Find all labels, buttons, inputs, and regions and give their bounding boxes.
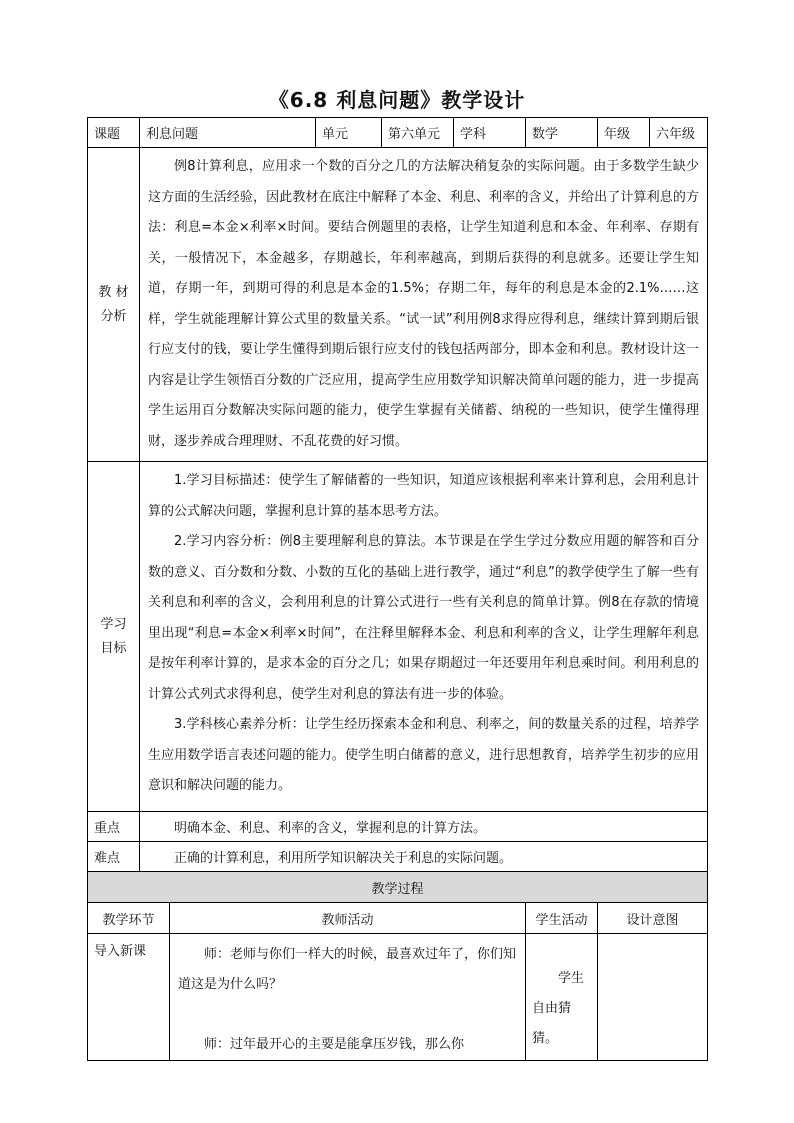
objectives-label-text: 学习 目标 — [100, 616, 127, 656]
objective-1: 1.学习目标描述：使学生了解储蓄的一些知识，知道应该根据利率来计算利息，会用利息计算的公式解决问题，掌握利息计算的基本思考方法。 — [148, 473, 700, 519]
unit-label: 单元 — [316, 118, 382, 148]
subject-value: 数学 — [526, 118, 598, 148]
objectives-row — [88, 462, 708, 812]
grade-value: 六年级 — [650, 118, 708, 148]
process-header: 教学过程 — [88, 872, 708, 903]
subject-label: 学科 — [454, 118, 526, 148]
topic-label: 课题 — [88, 118, 140, 148]
unit-value: 第六单元 — [382, 118, 454, 148]
analysis-content — [140, 148, 708, 462]
objective-2: 2.学习内容分析：例8主要理解利息的算法。本节课是在学生学过分数应用题的解答和百分数的意义、百分数和分数、小数的互化的基础上进行教学，通过“利息”的教学使学生了解一些有关利息和利率的含义，会利用利息的计算公式进行一些有关利息的简单计算。例8在存款的情境里出现“利息=本金×利率×时间”，在注释里解释本金、利息和利率的含义，让学生理解年利息是按年利率计算的，是求本金的百分之几；如果存期超过一年还要用年利息乘时间。利用利息的计算公式列式求得利息，使学生对利息的算法有进一步的体验。 — [148, 534, 700, 702]
lesson-plan-table — [87, 117, 708, 1061]
col-stage: 教学环节 — [88, 903, 170, 934]
analysis-label-text: 教 材 分析 — [98, 284, 129, 324]
analysis-text: 例8计算利息，应用求一个数的百分之几的方法解决稍复杂的实际问题。由于多数学生缺少这方面的生活经验，因此教材在底注中解释了本金、利息、利率的含义，并给出了计算利息的方法：利息=本金×利率×时间。要结合例题里的表格，让学生知道利息和本金、年利率、存期有关，一般情况下，本金越多，存期越长，年利率越高，到期后获得的利息就多。还要让学生知道，存期一年，到期可得的利息是本金的1.5%；存期二年，每年的利息是本金的2.1%……这样，学生就能理解计算公式里的数量关系。“试一试”利用例8求得应得利息，继续计算到期后银行应支付的钱，要让学生懂得到期后银行应支付的钱包括两部分，即本金和利息。教材设计这一内容是让学生领悟百分数的广泛应用，提高学生应用数学知识解决简单问题的能力，进一步提高学生运用百分数解决实际问题的能力，使学生掌握有关储蓄、纳税的一些知识，使学生懂得理财，逐步养成合理理财、不乱花费的好习惯。 — [148, 159, 700, 449]
process-row-intro — [88, 934, 708, 1061]
grade-label: 年级 — [598, 118, 650, 148]
key-point-text: 明确本金、利息、利率的含义，掌握利息的计算方法。 — [140, 812, 708, 842]
document-title: 《6.8 利息问题》教学设计 — [268, 88, 526, 112]
analysis-row — [88, 148, 708, 462]
objective-3: 3.学科核心素养分析：让学生经历探索本金和利息、利率之，间的数量关系的过程，培养学生应用数学语言表述问题的能力。使学生明白储蓄的意义，进行思想教育，培养学生初步的应用意识和解决问题的能力。 — [148, 717, 700, 793]
col-teacher: 教师活动 — [170, 903, 526, 934]
analysis-label — [88, 148, 140, 462]
difficulty-text: 正确的计算利息，利用所学知识解决关于利息的实际问题。 — [140, 842, 708, 872]
design-intent — [598, 934, 708, 1061]
stage-intro: 导入新课 — [88, 934, 170, 1061]
process-columns-row — [88, 903, 708, 934]
topic-value: 利息问题 — [140, 118, 316, 148]
objectives-content — [140, 462, 708, 812]
process-header-row — [88, 872, 708, 903]
difficulty-row — [88, 842, 708, 872]
teacher-spacer — [178, 1000, 517, 1030]
info-row — [88, 118, 708, 148]
key-point-label: 重点 — [88, 812, 140, 842]
teacher-activity — [170, 934, 526, 1061]
teacher-line-2: 师：过年最开心的主要是能拿压岁钱，那么你 — [204, 1037, 465, 1052]
objectives-label — [88, 462, 140, 812]
teacher-line-1: 师：老师与你们一样大的时候，最喜欢过年了，你们知道这是为什么吗？ — [178, 947, 517, 992]
difficulty-label: 难点 — [88, 842, 140, 872]
student-text: 学生自由猜猜。 — [532, 971, 585, 1046]
col-intent: 设计意图 — [598, 903, 708, 934]
key-point-row — [88, 812, 708, 842]
col-student: 学生活动 — [526, 903, 598, 934]
student-activity — [526, 934, 598, 1061]
